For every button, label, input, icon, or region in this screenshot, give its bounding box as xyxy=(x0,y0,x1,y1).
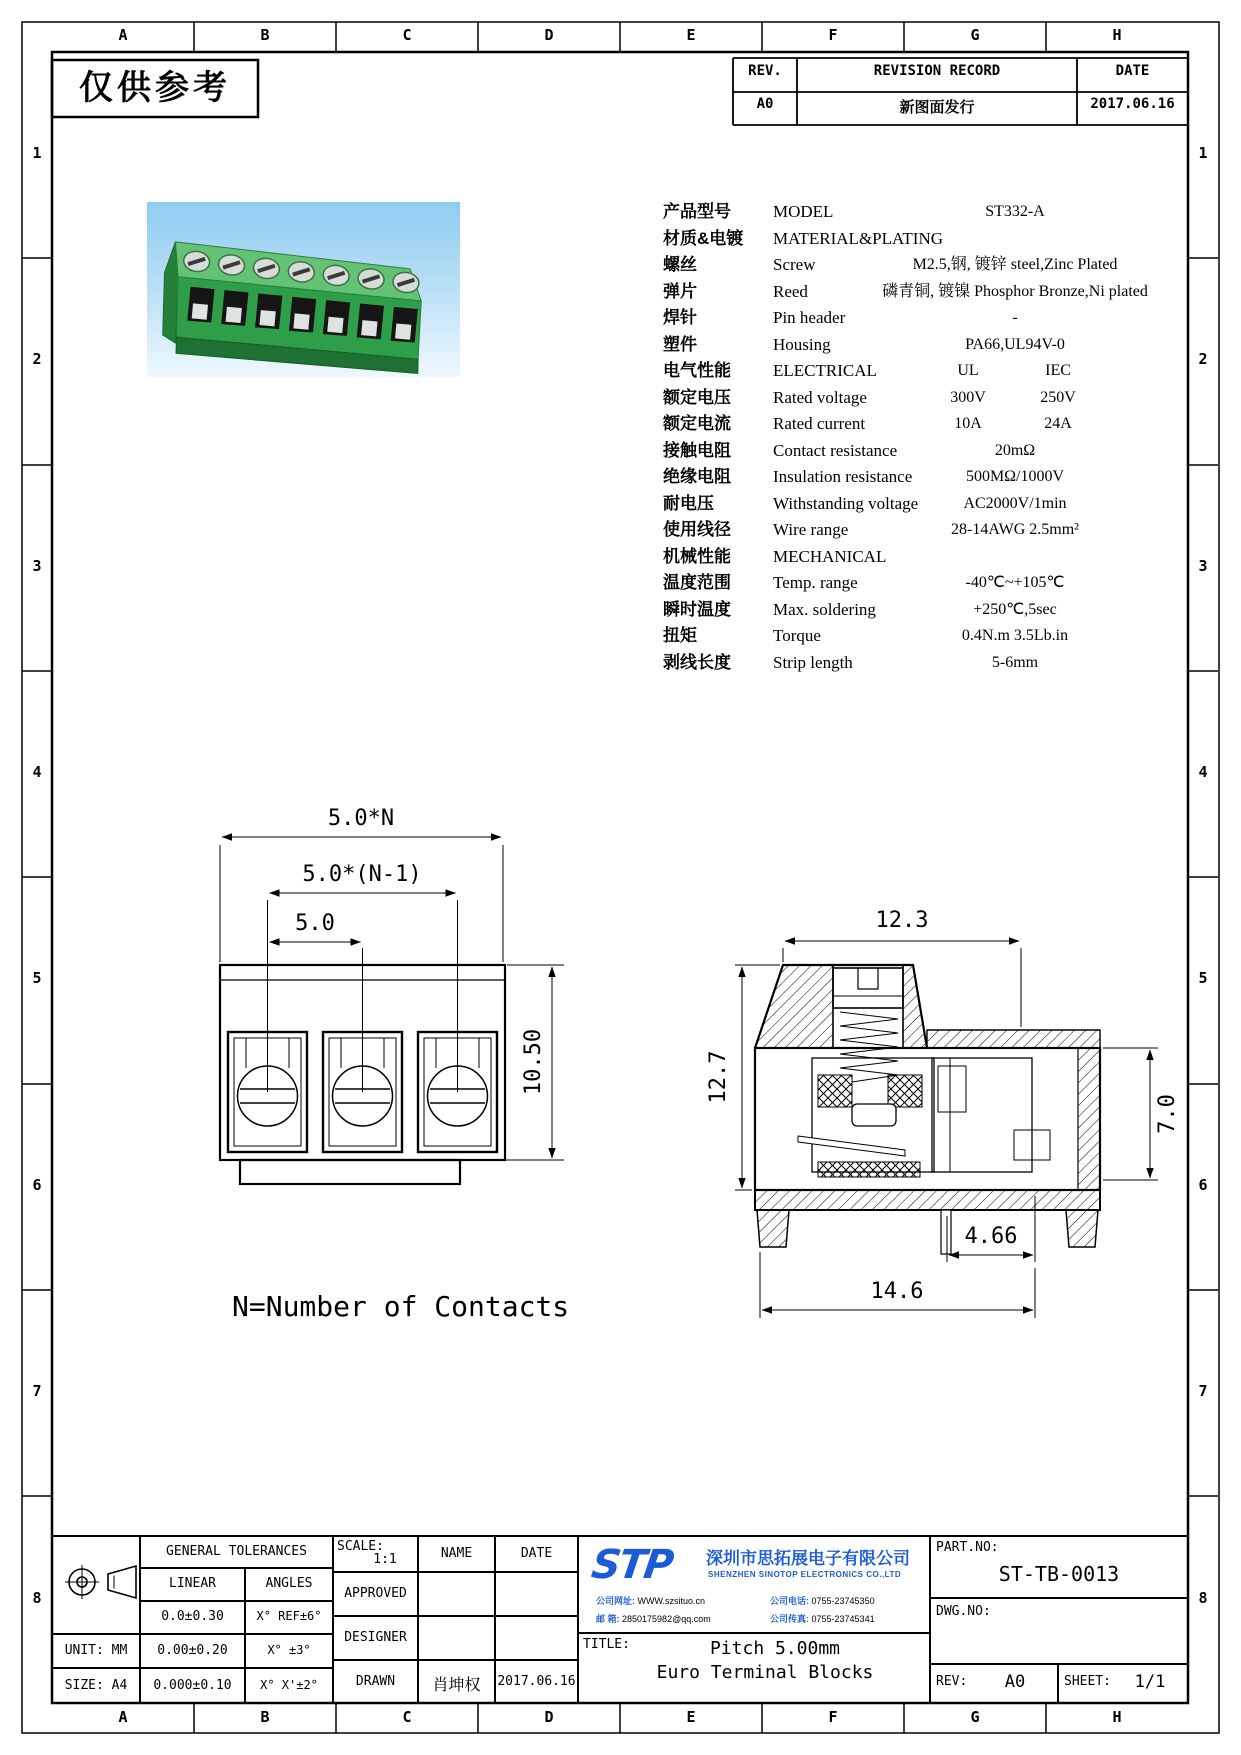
name-header: NAME xyxy=(440,1546,473,1561)
spec-label-en: Max. soldering xyxy=(773,599,876,619)
email-label: 邮 箱: xyxy=(596,1614,620,1624)
scale-value: 1:1 xyxy=(373,1552,397,1567)
zone-row-label-right: 3 xyxy=(1198,557,1208,575)
spec-label-cn: 使用线径 xyxy=(663,520,731,539)
spec-label-cn: 绝缘电阻 xyxy=(663,467,731,486)
rev-label: REV: xyxy=(936,1674,968,1689)
spec-label-cn: 产品型号 xyxy=(663,202,731,221)
sheet-value: 1/1 xyxy=(1134,1672,1166,1692)
spec-label-cn: 焊针 xyxy=(663,308,697,327)
unit-label: UNIT: MM xyxy=(64,1643,128,1658)
zone-column-label-bottom: B xyxy=(260,1708,270,1726)
zone-column-label-bottom: E xyxy=(686,1708,696,1726)
spec-label-en: Reed xyxy=(773,281,808,301)
zone-column-label-bottom: H xyxy=(1112,1708,1122,1726)
revision-rev-header: REV. xyxy=(748,63,782,79)
spec-row xyxy=(663,464,1163,490)
rev-value: A0 xyxy=(1004,1672,1026,1692)
tolerance-linear-3: 0.000±0.10 xyxy=(153,1678,232,1693)
part-no-value: ST-TB-0013 xyxy=(998,1562,1120,1586)
zone-row-label-left: 3 xyxy=(32,557,42,575)
tolerance-angle-2: X° ±3° xyxy=(267,1643,311,1657)
company-website xyxy=(596,1594,705,1607)
spec-label-cn: 额定电流 xyxy=(663,414,731,433)
side-dim-height: 12.7 xyxy=(706,1050,731,1104)
spec-label-cn: 剥线长度 xyxy=(663,652,731,672)
zone-row-label-right: 7 xyxy=(1198,1382,1208,1400)
zone-column-label-bottom: C xyxy=(402,1708,412,1726)
spec-row xyxy=(663,332,1163,358)
tolerance-linear-2: 0.00±0.20 xyxy=(157,1643,228,1658)
spec-value-1: UL xyxy=(957,362,979,379)
spec-table xyxy=(663,199,1163,679)
zone-column-label-top: B xyxy=(260,26,270,44)
side-dim-depth: 14.6 xyxy=(870,1279,924,1304)
spec-row xyxy=(663,438,1163,464)
spec-value: 500MΩ/1000V xyxy=(965,468,1065,485)
spec-value: - xyxy=(1012,309,1018,326)
spec-value-1: 300V xyxy=(950,388,986,406)
spec-label-cn: 温度范围 xyxy=(663,573,731,592)
spec-label-en: MECHANICAL xyxy=(773,546,887,566)
general-tolerances-header: GENERAL TOLERANCES xyxy=(166,1544,307,1559)
spec-value-1: 10A xyxy=(954,415,982,432)
zone-row-label-left: 7 xyxy=(32,1382,42,1400)
spec-value: 20mΩ xyxy=(994,441,1036,459)
website-value: WWW.szsituo.cn xyxy=(637,1596,706,1606)
spec-row xyxy=(663,570,1163,596)
spec-value: AC2000V/1min xyxy=(963,494,1067,512)
spec-value: -40℃~+105℃ xyxy=(965,574,1065,591)
front-dim-overall: 5.0*N xyxy=(327,806,395,831)
tolerance-angle-3: X° X'±2° xyxy=(260,1678,318,1692)
designer-label: DESIGNER xyxy=(344,1630,407,1645)
spec-label-en: MODEL xyxy=(773,202,834,221)
phone-label: 公司电话: xyxy=(770,1596,809,1606)
spec-label-en: Strip length xyxy=(773,652,853,672)
fax-label: 公司传真: xyxy=(770,1614,809,1624)
projection-symbol xyxy=(65,1565,136,1599)
tolerance-angle-1: X° REF±6° xyxy=(256,1609,322,1623)
zone-column-label-top: F xyxy=(828,26,838,44)
zone-column-label-top: E xyxy=(686,26,696,44)
spec-label-en: Insulation resistance xyxy=(773,467,913,486)
spec-label-cn: 耐电压 xyxy=(663,493,714,513)
zone-row-label-right: 6 xyxy=(1198,1176,1208,1194)
spec-row xyxy=(663,623,1163,649)
revision-record-value: 新图面发行 xyxy=(899,99,975,116)
zone-row-label-left: 5 xyxy=(32,969,42,987)
scale-label: SCALE: xyxy=(337,1539,384,1554)
zone-row-label-left: 4 xyxy=(32,763,42,781)
spec-label-en: Wire range xyxy=(773,520,849,539)
title-label: TITLE: xyxy=(583,1637,630,1652)
spec-value-2: IEC xyxy=(1045,362,1071,379)
spec-label-en: Housing xyxy=(773,334,831,354)
spec-value-2: 24A xyxy=(1044,415,1072,432)
spec-row xyxy=(663,517,1163,543)
zone-row-label-left: 1 xyxy=(32,144,42,162)
company-logo: STP xyxy=(588,1542,675,1588)
fax-value: 0755-23745341 xyxy=(811,1614,875,1624)
spec-value: 磷青铜, 镀镍 Phosphor Bronze,Ni plated xyxy=(882,282,1148,300)
zone-row-label-right: 1 xyxy=(1198,144,1208,162)
drawn-label: DRAWN xyxy=(355,1674,396,1689)
spec-label-cn: 材质&电镀 xyxy=(663,228,744,248)
zone-row-label-right: 8 xyxy=(1198,1589,1208,1607)
drawn-date: 2017.06.16 xyxy=(497,1674,576,1689)
company-fax xyxy=(770,1612,875,1625)
revision-record-header: REVISION RECORD xyxy=(873,63,1001,79)
spec-label-en: Contact resistance xyxy=(773,440,898,460)
zone-column-label-bottom: F xyxy=(828,1708,838,1726)
spec-value-2: 250V xyxy=(1040,388,1076,406)
spec-label-cn: 弹片 xyxy=(663,281,697,301)
front-dim-height: 10.50 xyxy=(521,1028,546,1096)
terminal-block-illustration xyxy=(147,202,460,377)
approved-label: APPROVED xyxy=(344,1586,407,1601)
size-label: SIZE: A4 xyxy=(64,1678,128,1693)
zone-column-label-top: C xyxy=(402,26,412,44)
spec-label-cn: 螺丝 xyxy=(663,255,697,274)
spec-value: ST332-A xyxy=(985,203,1045,220)
spec-value: PA66,UL94V-0 xyxy=(965,335,1065,353)
zone-column-label-bottom: D xyxy=(544,1708,554,1726)
revision-rev-value: A0 xyxy=(756,96,774,112)
zone-row-label-right: 5 xyxy=(1198,969,1208,987)
spec-row xyxy=(663,491,1163,517)
spec-value: 0.4N.m 3.5Lb.in xyxy=(961,627,1069,644)
side-dim-opening: 7.0 xyxy=(1155,1094,1180,1134)
phone-value: 0755-23745350 xyxy=(811,1596,875,1606)
spec-row xyxy=(663,252,1163,278)
drawing-title-line2: Euro Terminal Blocks xyxy=(656,1662,874,1683)
spec-row xyxy=(663,544,1163,570)
zone-row-label-right: 4 xyxy=(1198,763,1208,781)
spec-label-en: Pin header xyxy=(773,308,846,327)
spec-label-en: Screw xyxy=(773,255,816,274)
spec-value: +250℃,5sec xyxy=(973,600,1057,618)
company-name-en: SHENZHEN SINOTOP ELECTRONICS CO.,LTD xyxy=(708,1570,902,1579)
spec-label-en: MATERIAL&PLATING xyxy=(773,228,943,248)
spec-label-cn: 电气性能 xyxy=(663,361,731,380)
zone-column-label-bottom: A xyxy=(118,1708,128,1726)
part-no-label: PART.NO: xyxy=(936,1540,999,1555)
spec-row xyxy=(663,305,1163,331)
front-dim-pitch: 5.0 xyxy=(295,911,335,936)
revision-date-value: 2017.06.16 xyxy=(1090,96,1175,112)
zone-column-label-top: D xyxy=(544,26,554,44)
spec-label-en: Rated voltage xyxy=(773,387,867,407)
spec-row xyxy=(663,199,1163,225)
revision-date-header: DATE xyxy=(1115,63,1150,79)
spec-label-cn: 瞬时温度 xyxy=(663,599,731,619)
drawn-name: 肖坤权 xyxy=(432,1677,481,1694)
spec-label-cn: 额定电压 xyxy=(663,387,731,407)
spec-label-en: Temp. range xyxy=(773,573,858,592)
spec-label-cn: 接触电阻 xyxy=(663,440,731,460)
spec-label-cn: 扭矩 xyxy=(663,626,697,645)
sheet-label: SHEET: xyxy=(1064,1674,1111,1689)
side-dim-pin: 4.66 xyxy=(964,1224,1018,1249)
spec-label-en: Withstanding voltage xyxy=(773,493,919,513)
website-label: 公司网址: xyxy=(596,1596,635,1606)
spec-label-en: ELECTRICAL xyxy=(773,361,877,380)
spec-row xyxy=(663,358,1163,384)
product-photo xyxy=(147,202,460,377)
spec-row xyxy=(663,279,1163,305)
email-value: 2850175982@qq.com xyxy=(622,1614,711,1624)
spec-value: 28-14AWG 2.5mm² xyxy=(951,521,1079,538)
date-header: DATE xyxy=(520,1546,553,1561)
zone-row-label-left: 8 xyxy=(32,1589,42,1607)
contacts-note: N=Number of Contacts xyxy=(232,1290,570,1323)
spec-row xyxy=(663,226,1163,252)
reference-only-watermark: 仅供参考 xyxy=(79,69,231,107)
spec-row xyxy=(663,385,1163,411)
zone-row-label-left: 2 xyxy=(32,350,42,368)
zone-column-label-top: H xyxy=(1112,26,1122,44)
spec-label-cn: 塑件 xyxy=(663,334,697,354)
zone-row-label-right: 2 xyxy=(1198,350,1208,368)
company-phone xyxy=(770,1594,875,1607)
spec-label-cn: 机械性能 xyxy=(663,546,731,566)
side-dim-width: 12.3 xyxy=(875,908,929,933)
company-email xyxy=(596,1612,711,1625)
company-name-cn: 深圳市思拓展电子有限公司 xyxy=(706,1549,910,1568)
linear-header: LINEAR xyxy=(169,1576,216,1591)
spec-label-en: Torque xyxy=(773,626,821,645)
zone-column-label-top: G xyxy=(970,26,980,44)
front-dim-span: 5.0*(N-1) xyxy=(302,862,422,887)
spec-row xyxy=(663,411,1163,437)
zone-column-label-top: A xyxy=(118,26,128,44)
spec-value: 5-6mm xyxy=(991,653,1039,671)
spec-row xyxy=(663,597,1163,623)
dwg-no-label: DWG.NO: xyxy=(936,1604,991,1619)
drawing-title-line1: Pitch 5.00mm xyxy=(709,1638,841,1659)
zone-column-label-bottom: G xyxy=(970,1708,980,1726)
zone-row-label-left: 6 xyxy=(32,1176,42,1194)
tolerance-linear-1: 0.0±0.30 xyxy=(161,1609,224,1624)
spec-label-en: Rated current xyxy=(773,414,866,433)
spec-value: M2.5,钢, 镀锌 steel,Zinc Plated xyxy=(912,256,1118,273)
spec-row xyxy=(663,650,1163,676)
angles-header: ANGLES xyxy=(265,1576,313,1591)
